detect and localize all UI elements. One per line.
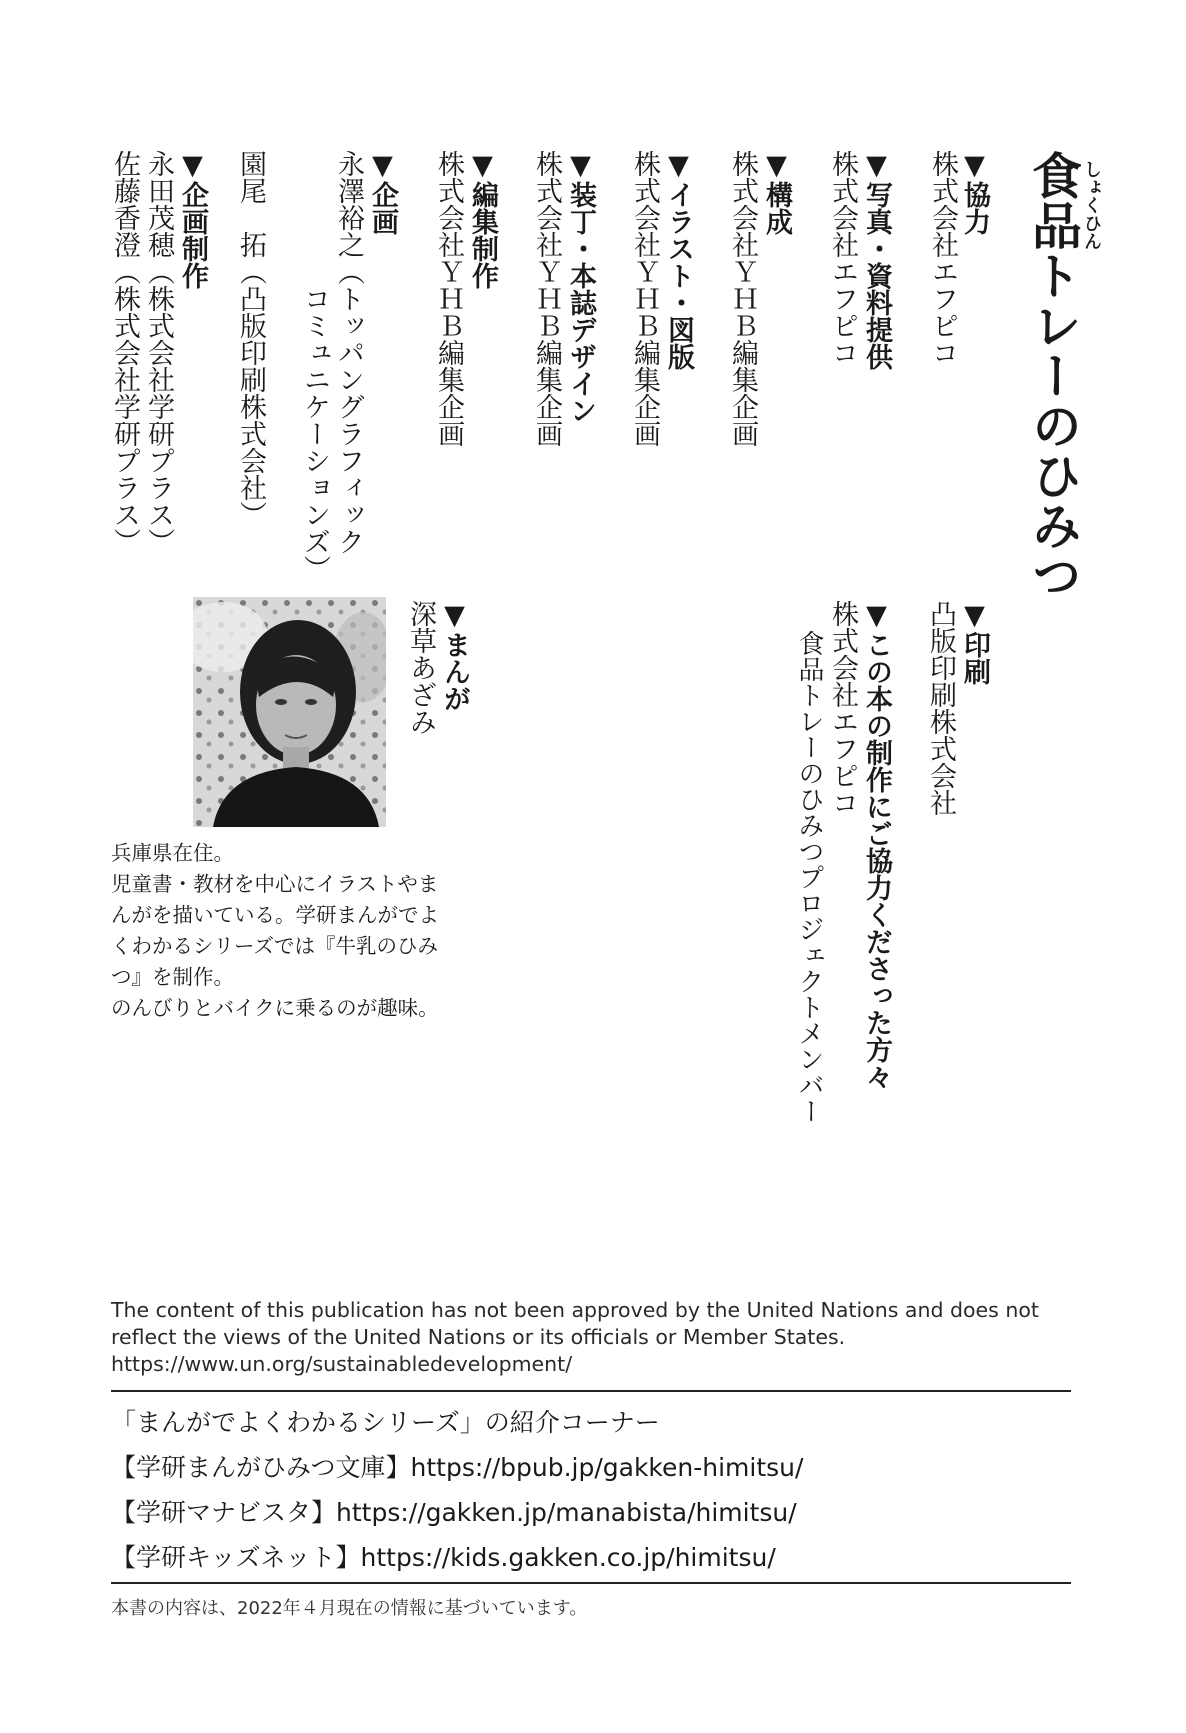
- credit-heading-thanks: ▼この本の制作にご協力くださった方々: [861, 600, 892, 1090]
- credit-heading-production: ▼企画制作: [177, 150, 208, 289]
- credit-value-thanks-2: 食品トレーのひみつプロジェクトメンバー: [794, 630, 824, 1124]
- divider-bottom: [111, 1582, 1071, 1584]
- credit-value-composition: 株式会社ＹＨＢ編集企画: [727, 150, 758, 447]
- credit-value-design: 株式会社ＹＨＢ編集企画: [531, 150, 562, 447]
- author-photo: [193, 597, 386, 827]
- bio-line: つ』を制作。: [111, 965, 234, 989]
- disclaimer-line: The content of this publication has not been approved by the United Nations and does not: [111, 1298, 1039, 1322]
- credit-value-editing: 株式会社ＹＨＢ編集企画: [433, 150, 464, 447]
- credit-value-illustration: 株式会社ＹＨＢ編集企画: [629, 150, 660, 447]
- credit-value-production-1: 永田茂穂（株式会社学研プラス）: [143, 150, 174, 555]
- credit-heading-illustration: ▼イラスト・図版: [663, 150, 694, 370]
- credit-heading-manga: ▼まんが: [439, 600, 470, 712]
- title-ruby: しょくひん: [1081, 160, 1102, 250]
- credit-value-planning-3: 園尾 拓（凸版印刷株式会社）: [235, 150, 266, 528]
- footnote: 本書の内容は、2022年４月現在の情報に基づいています。: [111, 1598, 588, 1619]
- bio-line: 児童書・教材を中心にイラストやま: [111, 872, 439, 896]
- disclaimer-url[interactable]: https://www.un.org/sustainabledevelopment/: [111, 1352, 573, 1376]
- credit-heading-planning: ▼企画: [367, 150, 398, 235]
- credit-heading-photos: ▼写真・資料提供: [861, 150, 892, 370]
- series-intro: 「まんがでよくわかるシリーズ」の紹介コーナー: [111, 1408, 660, 1437]
- credit-value-thanks-1: 株式会社エフピコ: [827, 600, 858, 816]
- bio-line: のんびりとバイクに乗るのが趣味。: [111, 996, 439, 1020]
- book-title: 食品トレーのひみつ: [1024, 150, 1082, 600]
- credit-value-production-2: 佐藤香澄（株式会社学研プラス）: [109, 150, 140, 555]
- series-links: [111, 1400, 803, 1580]
- link-himitsu-bunko[interactable]: 【学研まんがひみつ文庫】https://bpub.jp/gakken-himitsu/: [111, 1453, 804, 1482]
- credit-value-photos: 株式会社エフピコ: [827, 150, 858, 366]
- bio-line: んがを描いている。学研まんがでよ: [111, 903, 439, 927]
- un-disclaimer: [111, 1297, 1071, 1378]
- credit-value-planning-2: コミュニケーションズ）: [299, 150, 330, 582]
- link-manabista[interactable]: 【学研マナビスタ】https://gakken.jp/manabista/himitsu/: [111, 1498, 797, 1527]
- credit-value-planning-1: 永澤裕之（トッパングラフィック: [333, 150, 364, 555]
- credit-value-printing: 凸版印刷株式会社: [925, 600, 956, 816]
- credit-heading-cooperation: ▼協力: [959, 150, 990, 235]
- bio-line: くわかるシリーズでは『牛乳のひみ: [111, 934, 438, 958]
- divider-top: [111, 1390, 1071, 1392]
- credit-value-manga: 深草あざみ: [405, 600, 436, 735]
- credit-heading-printing: ▼印刷: [959, 600, 990, 685]
- author-bio: [111, 838, 483, 1024]
- credit-value-cooperation: 株式会社エフピコ: [927, 150, 958, 366]
- disclaimer-line: reflect the views of the United Nations or its officials or Member States.: [111, 1325, 846, 1349]
- bio-line: 兵庫県在住。: [111, 841, 234, 865]
- credit-heading-composition: ▼構成: [761, 150, 792, 235]
- credit-heading-editing: ▼編集制作: [467, 150, 498, 289]
- credit-heading-design: ▼装丁・本誌デザイン: [565, 150, 596, 424]
- link-kids-net[interactable]: 【学研キッズネット】https://kids.gakken.co.jp/himitsu/: [111, 1543, 776, 1572]
